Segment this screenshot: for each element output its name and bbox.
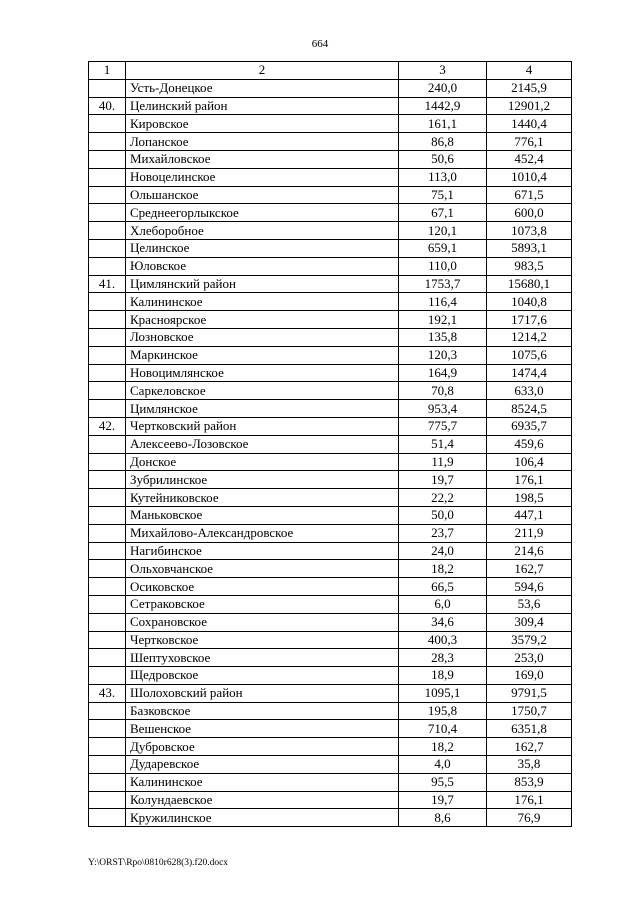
page-number: 664 [311,38,329,50]
table-row [89,720,572,738]
settlement-name-cell: Целинский район [126,97,399,115]
value-col4-cell: 1075,6 [487,346,572,364]
row-number-cell [89,435,126,453]
row-number-cell [89,471,126,489]
column-header-4: 4 [487,62,572,80]
value-col3-cell: 1095,1 [399,684,487,702]
value-col3-cell: 659,1 [399,239,487,257]
row-number-cell: 43. [89,684,126,702]
value-col3-cell: 710,4 [399,720,487,738]
value-col4-cell: 459,6 [487,435,572,453]
settlement-name-cell: Калининское [126,293,399,311]
table-row [89,150,572,168]
value-col3-cell: 8,6 [399,809,487,827]
row-number-cell [89,311,126,329]
data-table [88,61,572,827]
row-number-cell [89,257,126,275]
table-row [89,578,572,596]
value-col3-cell: 120,1 [399,222,487,240]
value-col4-cell: 309,4 [487,613,572,631]
table-row [89,542,572,560]
row-number-cell [89,791,126,809]
settlement-name-cell: Ольховчанское [126,560,399,578]
row-number-cell: 40. [89,97,126,115]
value-col4-cell: 76,9 [487,809,572,827]
column-header-3: 3 [399,62,487,80]
row-number-cell [89,809,126,827]
row-number-cell [89,204,126,222]
value-col4-cell: 671,5 [487,186,572,204]
table-row [89,133,572,151]
value-col4-cell: 253,0 [487,649,572,667]
row-number-cell [89,578,126,596]
value-col4-cell: 1073,8 [487,222,572,240]
table-row [89,204,572,222]
settlement-name-cell: Зубрилинское [126,471,399,489]
table-row [89,506,572,524]
value-col4-cell: 9791,5 [487,684,572,702]
value-col3-cell: 116,4 [399,293,487,311]
settlement-name-cell: Шептуховское [126,649,399,667]
row-number-cell [89,649,126,667]
value-col3-cell: 86,8 [399,133,487,151]
settlement-name-cell: Алексеево-Лозовское [126,435,399,453]
value-col4-cell: 600,0 [487,204,572,222]
value-col4-cell: 162,7 [487,560,572,578]
settlement-name-cell: Калининское [126,773,399,791]
row-number-cell [89,613,126,631]
row-number-cell [89,382,126,400]
settlement-name-cell: Сетраковское [126,595,399,613]
row-number-cell [89,524,126,542]
settlement-name-cell: Михайловское [126,150,399,168]
table-row [89,453,572,471]
settlement-name-cell: Щедровское [126,667,399,685]
value-col3-cell: 6,0 [399,595,487,613]
value-col4-cell: 211,9 [487,524,572,542]
value-col4-cell: 452,4 [487,150,572,168]
value-col4-cell: 633,0 [487,382,572,400]
row-number-cell [89,293,126,311]
table-row [89,791,572,809]
value-col3-cell: 19,7 [399,791,487,809]
settlement-name-cell: Лозновское [126,328,399,346]
value-col3-cell: 18,2 [399,738,487,756]
row-number-cell [89,756,126,774]
value-col4-cell: 1750,7 [487,702,572,720]
table-header-row [89,62,572,80]
table-row [89,631,572,649]
table-body [89,62,572,827]
value-col4-cell: 1010,4 [487,168,572,186]
row-number-cell [89,773,126,791]
value-col4-cell: 12901,2 [487,97,572,115]
value-col3-cell: 192,1 [399,311,487,329]
table-row [89,756,572,774]
settlement-name-cell: Целинское [126,239,399,257]
value-col4-cell: 983,5 [487,257,572,275]
table-row [89,293,572,311]
value-col4-cell: 3579,2 [487,631,572,649]
table-row [89,239,572,257]
table-row [89,435,572,453]
value-col3-cell: 34,6 [399,613,487,631]
table-row [89,346,572,364]
value-col3-cell: 50,0 [399,506,487,524]
table-row [89,79,572,97]
table-row [89,186,572,204]
row-number-cell [89,364,126,382]
settlement-name-cell: Ольшанское [126,186,399,204]
row-number-cell [89,720,126,738]
table-row [89,595,572,613]
value-col3-cell: 11,9 [399,453,487,471]
value-col4-cell: 15680,1 [487,275,572,293]
row-number-cell [89,168,126,186]
row-number-cell [89,489,126,507]
value-col3-cell: 400,3 [399,631,487,649]
value-col3-cell: 22,2 [399,489,487,507]
value-col3-cell: 195,8 [399,702,487,720]
value-col3-cell: 18,2 [399,560,487,578]
settlement-name-cell: Вешенское [126,720,399,738]
settlement-name-cell: Нагибинское [126,542,399,560]
value-col4-cell: 214,6 [487,542,572,560]
column-header-1: 1 [89,62,126,80]
footer-file-path: Y:\ORST\Rpo\0810r628(3).f20.docx [88,858,229,868]
value-col3-cell: 75,1 [399,186,487,204]
row-number-cell [89,79,126,97]
value-col3-cell: 240,0 [399,79,487,97]
row-number-cell: 42. [89,417,126,435]
settlement-name-cell: Сохрановское [126,613,399,631]
row-number-cell [89,542,126,560]
value-col3-cell: 1753,7 [399,275,487,293]
table-row [89,115,572,133]
table-row [89,773,572,791]
table-row [89,613,572,631]
table-row [89,400,572,418]
row-number-cell [89,400,126,418]
value-col3-cell: 110,0 [399,257,487,275]
table-row [89,667,572,685]
value-col3-cell: 161,1 [399,115,487,133]
table-row [89,702,572,720]
row-number-cell [89,222,126,240]
value-col3-cell: 24,0 [399,542,487,560]
settlement-name-cell: Усть-Донецкое [126,79,399,97]
settlement-name-cell: Дубровское [126,738,399,756]
value-col4-cell: 1440,4 [487,115,572,133]
table-row [89,222,572,240]
table-row [89,809,572,827]
value-col3-cell: 775,7 [399,417,487,435]
settlement-name-cell: Новоцелинское [126,168,399,186]
value-col3-cell: 953,4 [399,400,487,418]
row-number-cell [89,667,126,685]
table-row [89,382,572,400]
row-number-cell [89,738,126,756]
settlement-name-cell: Базковское [126,702,399,720]
settlement-name-cell: Цимлянский район [126,275,399,293]
value-col4-cell: 176,1 [487,791,572,809]
row-number-cell [89,506,126,524]
value-col3-cell: 28,3 [399,649,487,667]
value-col4-cell: 176,1 [487,471,572,489]
value-col3-cell: 4,0 [399,756,487,774]
settlement-name-cell: Чертковское [126,631,399,649]
table-row [89,328,572,346]
value-col4-cell: 2145,9 [487,79,572,97]
value-col3-cell: 19,7 [399,471,487,489]
value-col4-cell: 1717,6 [487,311,572,329]
row-number-cell [89,150,126,168]
table-row [89,417,572,435]
settlement-name-cell: Красноярское [126,311,399,329]
table-row [89,684,572,702]
table-row [89,257,572,275]
settlement-name-cell: Новоцимлянское [126,364,399,382]
table-row [89,524,572,542]
settlement-name-cell: Чертковский район [126,417,399,435]
row-number-cell [89,346,126,364]
value-col3-cell: 95,5 [399,773,487,791]
settlement-name-cell: Лопанское [126,133,399,151]
settlement-name-cell: Юловское [126,257,399,275]
table-row [89,97,572,115]
value-col4-cell: 853,9 [487,773,572,791]
settlement-name-cell: Кружилинское [126,809,399,827]
row-number-cell [89,702,126,720]
settlement-name-cell: Михайлово-Александровское [126,524,399,542]
row-number-cell: 41. [89,275,126,293]
table-row [89,311,572,329]
table-row [89,738,572,756]
value-col4-cell: 106,4 [487,453,572,471]
value-col4-cell: 1214,2 [487,328,572,346]
value-col3-cell: 18,9 [399,667,487,685]
row-number-cell [89,115,126,133]
table-row [89,168,572,186]
settlement-name-cell: Кутейниковское [126,489,399,507]
value-col3-cell: 66,5 [399,578,487,596]
value-col4-cell: 8524,5 [487,400,572,418]
value-col4-cell: 1040,8 [487,293,572,311]
row-number-cell [89,560,126,578]
row-number-cell [89,186,126,204]
value-col4-cell: 1474,4 [487,364,572,382]
value-col3-cell: 70,8 [399,382,487,400]
row-number-cell [89,133,126,151]
value-col4-cell: 169,0 [487,667,572,685]
table-row [89,649,572,667]
row-number-cell [89,453,126,471]
settlement-name-cell: Маньковское [126,506,399,524]
value-col4-cell: 6935,7 [487,417,572,435]
table-row [89,275,572,293]
table-row [89,489,572,507]
value-col4-cell: 594,6 [487,578,572,596]
value-col4-cell: 53,6 [487,595,572,613]
settlement-name-cell: Дударевское [126,756,399,774]
value-col3-cell: 135,8 [399,328,487,346]
settlement-name-cell: Саркеловское [126,382,399,400]
settlement-name-cell: Маркинское [126,346,399,364]
settlement-name-cell: Кировское [126,115,399,133]
settlement-name-cell: Колундаевское [126,791,399,809]
value-col3-cell: 23,7 [399,524,487,542]
value-col3-cell: 67,1 [399,204,487,222]
row-number-cell [89,631,126,649]
settlement-name-cell: Донское [126,453,399,471]
value-col4-cell: 162,7 [487,738,572,756]
row-number-cell [89,239,126,257]
value-col3-cell: 1442,9 [399,97,487,115]
value-col4-cell: 776,1 [487,133,572,151]
value-col3-cell: 50,6 [399,150,487,168]
table-row [89,560,572,578]
settlement-name-cell: Среднеегорлыкское [126,204,399,222]
row-number-cell [89,328,126,346]
value-col4-cell: 35,8 [487,756,572,774]
value-col3-cell: 120,3 [399,346,487,364]
settlement-name-cell: Шолоховский район [126,684,399,702]
row-number-cell [89,595,126,613]
table-row [89,471,572,489]
value-col3-cell: 164,9 [399,364,487,382]
value-col4-cell: 5893,1 [487,239,572,257]
value-col4-cell: 447,1 [487,506,572,524]
column-header-2: 2 [126,62,399,80]
table-row [89,364,572,382]
settlement-name-cell: Осиковское [126,578,399,596]
value-col4-cell: 6351,8 [487,720,572,738]
value-col3-cell: 51,4 [399,435,487,453]
value-col3-cell: 113,0 [399,168,487,186]
settlement-name-cell: Хлеборобное [126,222,399,240]
value-col4-cell: 198,5 [487,489,572,507]
settlement-name-cell: Цимлянское [126,400,399,418]
